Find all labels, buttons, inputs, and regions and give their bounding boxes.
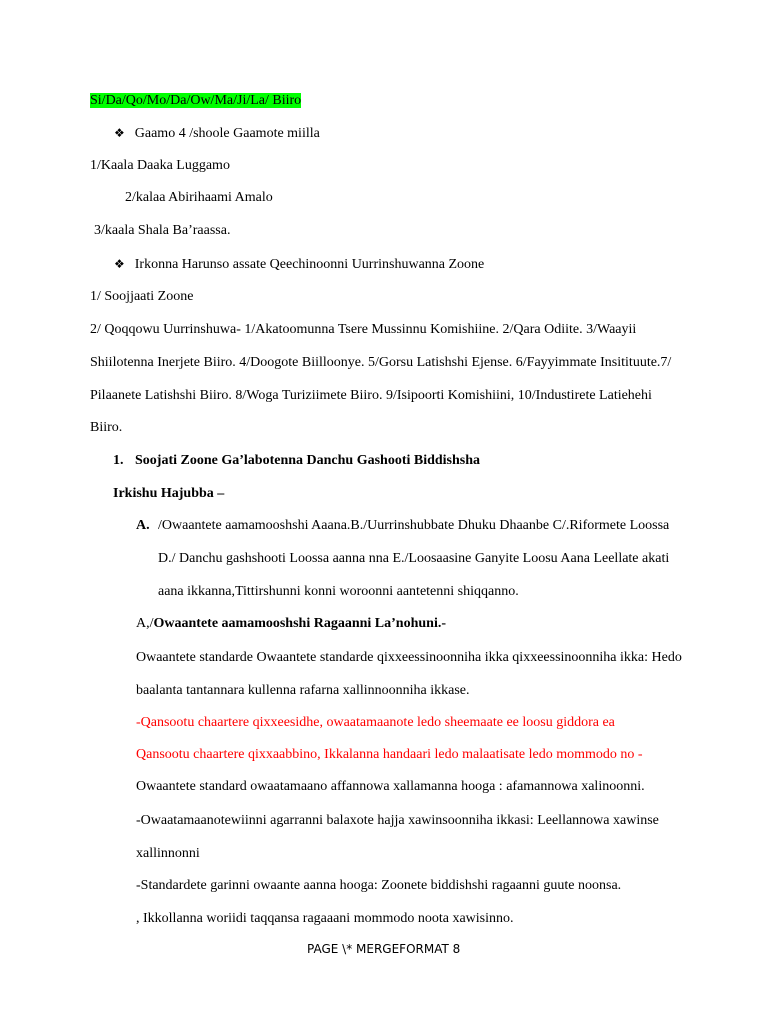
- sub-a-heading: A,/Owaantete aamamooshshi Ragaanni La’nohuni.-: [136, 616, 446, 631]
- item-a-line: A. /Owaantete aamamooshshi Aaana.B./Uurrinshubbate Dhuku Dhaanbe C/.Riformete Loossa: [136, 518, 670, 533]
- red-body-line: Qansootu chaartere qixxaabbino, Ikkalanna handaari ledo malaatisate ledo mommodo no -: [136, 747, 643, 762]
- item-a-line: D./ Danchu gashshooti Loossa aanna nna E./Loosaasine Ganyite Loosu Aana Leellate akati: [158, 551, 670, 566]
- subheading: Irkishu Hajubba –: [113, 486, 225, 501]
- body-line: , Ikkollanna woriidi taqqansa ragaaani mommodo noota xawisinno.: [136, 911, 514, 926]
- page-footer: PAGE \* MERGEFORMAT 8: [307, 942, 461, 956]
- diamond-bullet-icon: ❖: [114, 126, 125, 140]
- diamond-bullet-icon: ❖: [114, 257, 125, 271]
- paragraph-line: Shiilotenna Inerjete Biiro. 4/Doogote Biilloonye. 5/Gorsu Latishshi Ejense. 6/Fayyimmate Insitituute.7/: [90, 355, 672, 370]
- body-line: Owaantete standard owaatamaano affannowa xallamanna hooga : afamannowa xalinoonni.: [136, 779, 645, 794]
- document-heading: Si/Da/Qo/Mo/Da/Ow/Ma/Ji/La/ Biiro: [90, 93, 302, 108]
- body-line: -Standardete garinni owaante aanna hooga: Zoonete biddishshi ragaanni guute noonsa.: [136, 878, 622, 893]
- bullet-item: ❖ Gaamo 4 /shoole Gaamote miilla: [114, 126, 320, 141]
- body-line: baalanta tantannara kullenna rafarna xallinnoonniha ikkase.: [136, 683, 470, 698]
- item-a-line: aana ikkanna,Tittirshunni konni woroonni aantetenni shiqqanno.: [158, 584, 519, 599]
- paragraph-line: Biiro.: [90, 420, 123, 435]
- body-line: -Owaatamaanotewiinni agarranni balaxote hajja xawinsoonniha ikkasi: Leellannowa xawinse: [136, 813, 659, 828]
- body-line: Owaantete standarde Owaantete standarde qixxeessinoonniha ikka qixxeessinoonniha ikka: Hedo: [136, 650, 682, 665]
- section-heading: 1. Soojati Zoone Ga’labotenna Danchu Gashooti Biddishsha: [113, 453, 481, 468]
- paragraph-line: 1/ Soojjaati Zoone: [90, 289, 194, 304]
- paragraph-line: 2/ Qoqqowu Uurrinshuwa- 1/Akatoomunna Tsere Mussinnu Komishiine. 2/Qara Odiite. 3/Waayii: [90, 322, 637, 337]
- member-line: 2/kalaa Abirihaami Amalo: [125, 190, 273, 205]
- bullet-item: ❖ Irkonna Harunso assate Qeechinoonni Uurrinshuwanna Zoone: [114, 257, 485, 272]
- body-line: xallinnonni: [136, 846, 200, 861]
- member-line: 1/Kaala Daaka Luggamo: [90, 158, 230, 173]
- red-body-line: -Qansootu chaartere qixxeesidhe, owaatamaanote ledo sheemaate ee loosu giddora ea: [136, 715, 615, 730]
- paragraph-line: Pilaanete Latishshi Biiro. 8/Woga Turiziimete Biiro. 9/Isipoorti Komishiini, 10/Industirete Latiehehi: [90, 388, 652, 403]
- member-line: 3/kaala Shala Ba’raassa.: [94, 223, 231, 238]
